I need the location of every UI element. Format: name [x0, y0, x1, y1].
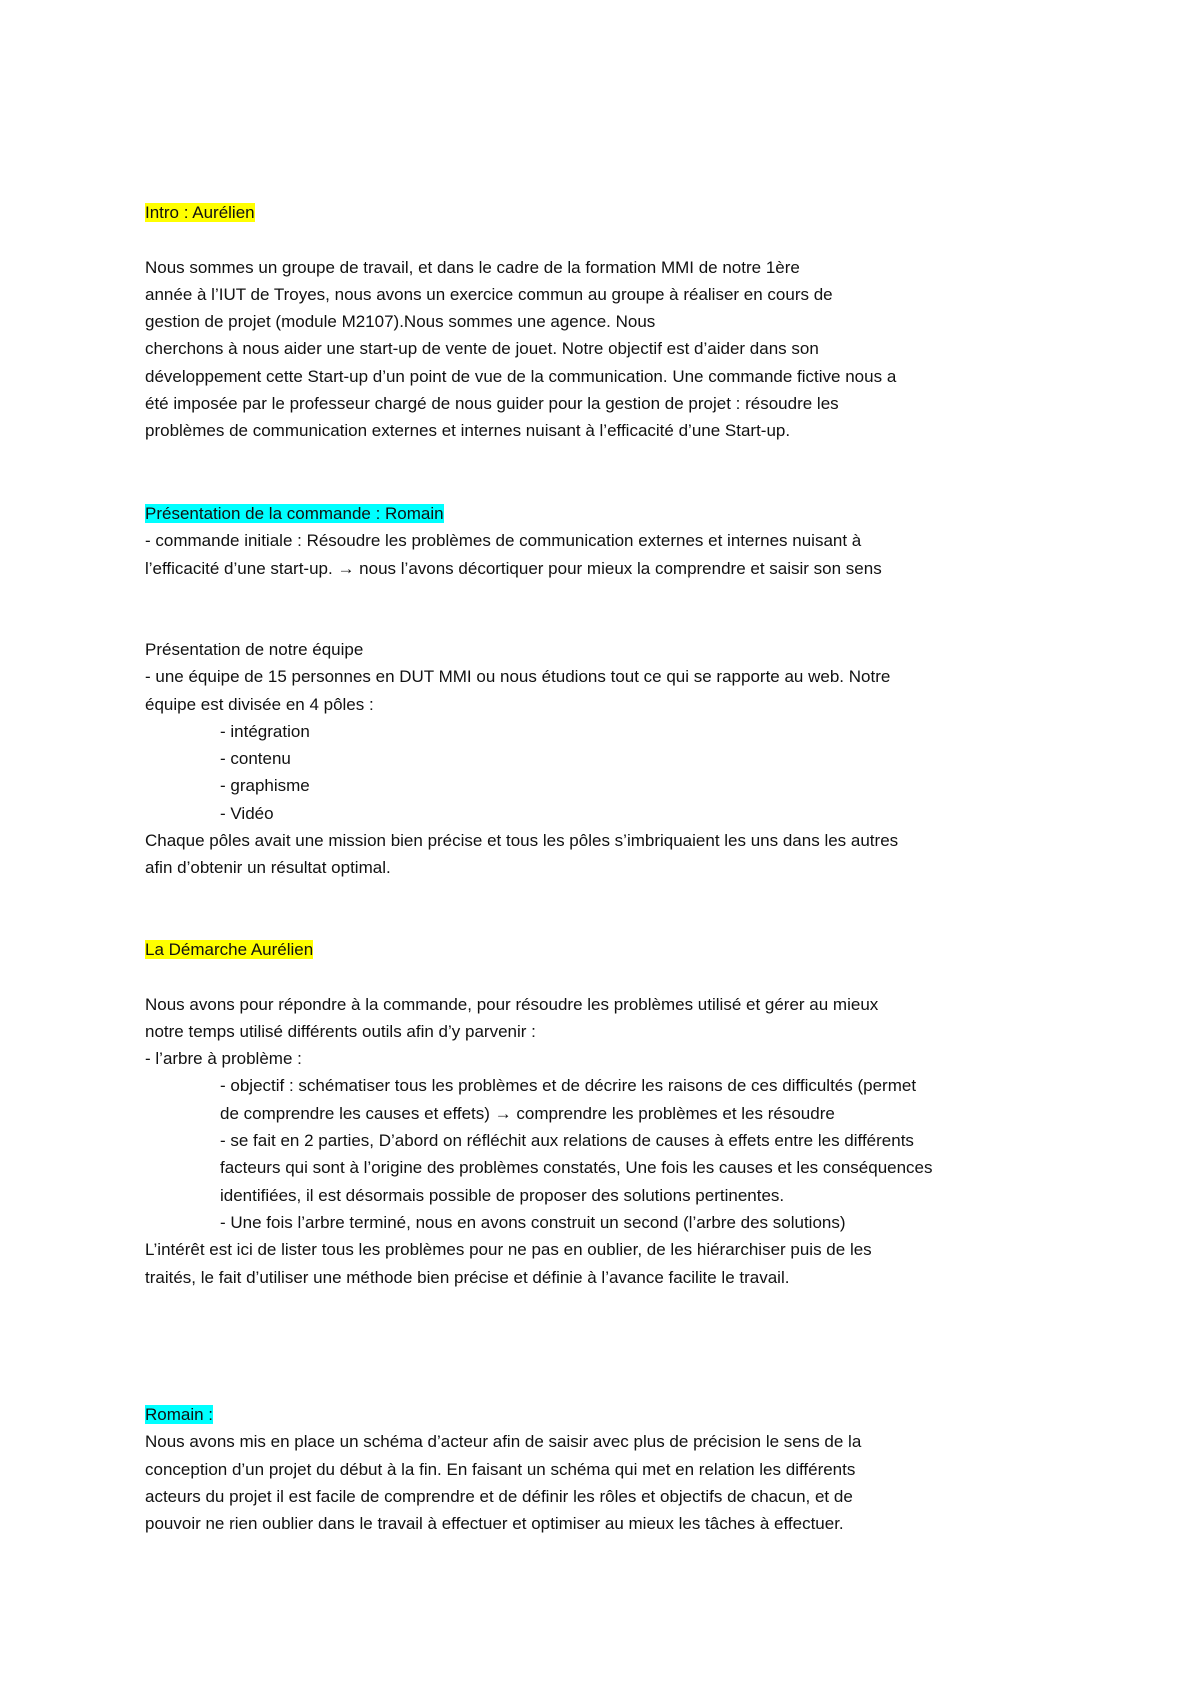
text-line: l’efficacité d’une start-up. → nous l’avons décortiquer pour mieux la comprendre et saisir son sens — [145, 558, 882, 578]
text-line: année à l’IUT de Troyes, nous avons un exercice commun au groupe à réaliser en cours de — [145, 284, 833, 304]
heading-intro: Intro : Aurélien — [145, 203, 255, 222]
section-intro — [145, 199, 1065, 445]
text-line: - l’arbre à problème : — [145, 1049, 302, 1069]
text-line: pouvoir ne rien oublier dans le travail à effectuer et optimiser au mieux les tâches à effectuer. — [145, 1514, 844, 1534]
text-line: - commande initiale : Résoudre les problèmes de communication externes et internes nuisant à — [145, 531, 862, 551]
heading-romain: Romain : — [145, 1405, 214, 1424]
heading-equipe: Présentation de notre équipe — [145, 640, 364, 659]
text-line: Nous avons mis en place un schéma d’acteur afin de saisir avec plus de précision le sens de la — [145, 1432, 862, 1452]
text-line: conception d’un projet du début à la fin. En faisant un schéma qui met en relation les différents — [145, 1459, 856, 1479]
text-line: Nous avons pour répondre à la commande, pour résoudre les problèmes utilisé et gérer au mieux — [145, 994, 879, 1014]
text-line: L’intérêt est ici de lister tous les problèmes pour ne pas en oublier, de les hiérarchiser puis de les — [145, 1240, 872, 1260]
heading-demarche: La Démarche Aurélien — [145, 940, 314, 959]
list-item: facteurs qui sont à l’origine des problèmes constatés, Une fois les causes et les conséquences — [220, 1158, 933, 1178]
list-item: - Vidéo — [220, 803, 274, 823]
section-commande — [145, 500, 1065, 582]
text-line: notre temps utilisé différents outils afin d’y parvenir : — [145, 1021, 536, 1041]
text-line: acteurs du projet il est facile de comprendre et de définir les rôles et objectifs de chacun, et de — [145, 1486, 853, 1506]
text-line: développement cette Start-up d’un point de vue de la communication. Une commande fictive nous a — [145, 366, 897, 386]
text-line: cherchons à nous aider une start-up de vente de jouet. Notre objectif est d’aider dans son — [145, 339, 819, 359]
text-line: - une équipe de 15 personnes en DUT MMI ou nous étudions tout ce qui se rapporte au web. Notre — [145, 667, 891, 687]
text-line: gestion de projet (module M2107).Nous sommes une agence. Nous — [145, 312, 656, 332]
list-item: - intégration — [220, 721, 310, 741]
list-item: identifiées, il est désormais possible de proposer des solutions pertinentes. — [220, 1185, 785, 1205]
section-demarche — [145, 936, 1065, 1291]
text-line: problèmes de communication externes et internes nuisant à l’efficacité d’une Start-up. — [145, 421, 791, 441]
list-item: - se fait en 2 parties, D’abord on réfléchit aux relations de causes à effets entre les différents — [220, 1131, 914, 1151]
list-item: - graphisme — [220, 776, 310, 796]
text-line: équipe est divisée en 4 pôles : — [145, 694, 374, 714]
text-line: traités, le fait d’utiliser une méthode bien précise et définie à l’avance facilite le travail. — [145, 1267, 790, 1287]
text-line: afin d’obtenir un résultat optimal. — [145, 858, 391, 878]
list-item: - contenu — [220, 749, 291, 769]
section-romain — [145, 1401, 1065, 1537]
text-line: Chaque pôles avait une mission bien précise et tous les pôles s’imbriquaient les uns dans les autres — [145, 831, 899, 851]
text-line: été imposée par le professeur chargé de nous guider pour la gestion de projet : résoudre les — [145, 394, 839, 414]
text-line: Nous sommes un groupe de travail, et dans le cadre de la formation MMI de notre 1ère — [145, 257, 800, 277]
list-item: - objectif : schématiser tous les problèmes et de décrire les raisons de ces difficultés (permet — [220, 1076, 917, 1096]
heading-commande: Présentation de la commande : Romain — [145, 504, 444, 523]
list-item: de comprendre les causes et effets) → comprendre les problèmes et les résoudre — [220, 1103, 835, 1123]
list-item: - Une fois l’arbre terminé, nous en avons construit un second (l’arbre des solutions) — [220, 1212, 846, 1232]
section-equipe — [145, 636, 1065, 882]
